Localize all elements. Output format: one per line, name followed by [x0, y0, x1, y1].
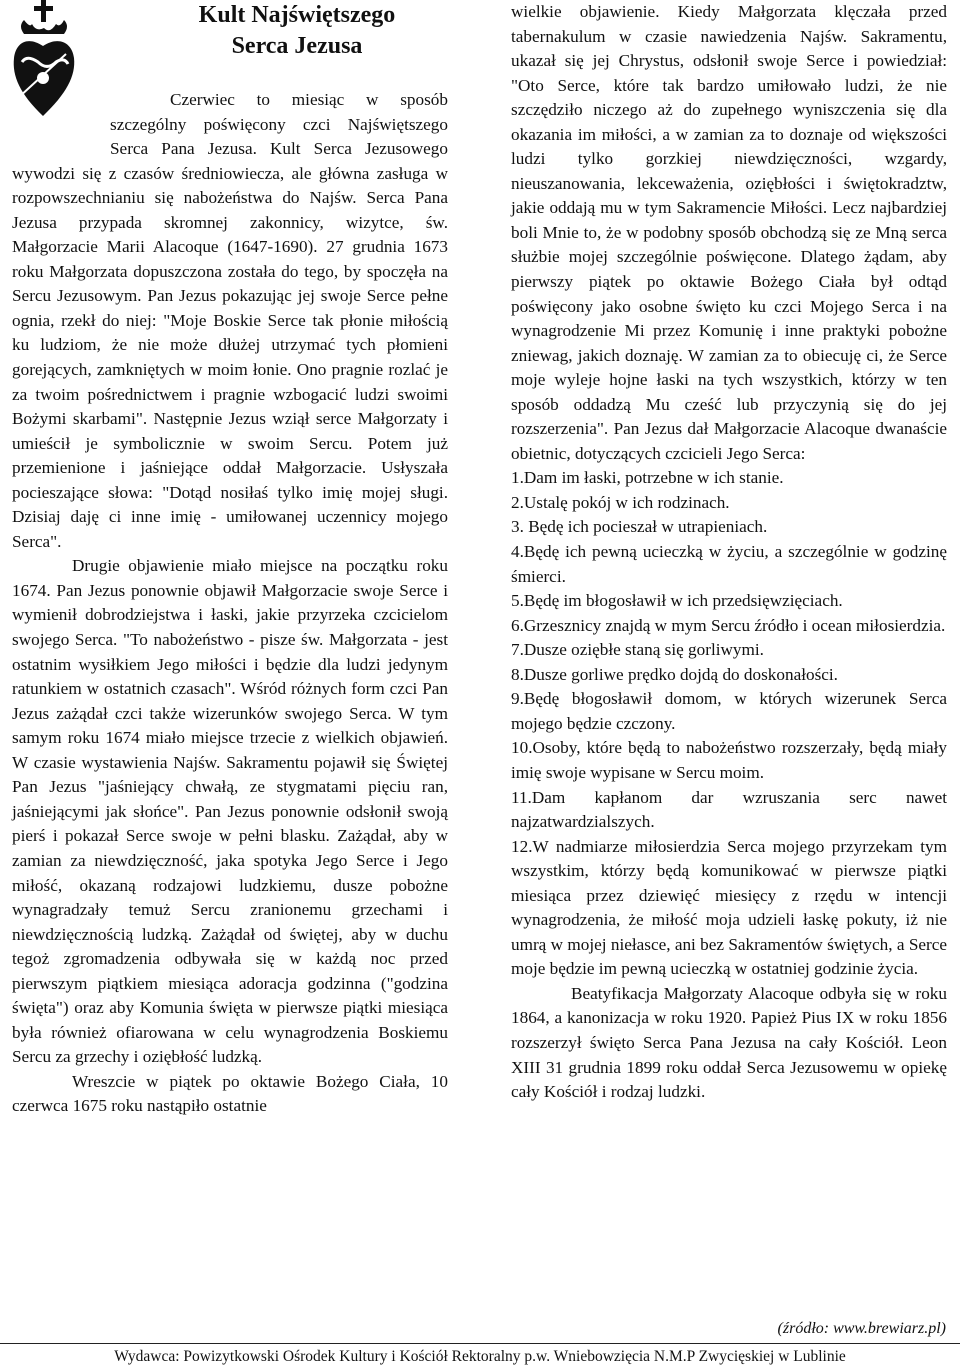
left-paragraph-1: Czerwiec to miesiąc w sposób szczególny poświęcony czci Najświętszego Serca Pana Jezusa. Kult Serca Jezusowego wywodzi się z czasów średniowiecza, ale główna zasługa w rozpowszechnianiu się nabożeństwa do Najśw. Serca Pana Jezusa przypada skromnej zakonnicy, wizytce, św. Małgorzacie Marii Alacoque (1647-1690). 27 grudnia 1673 roku Małgorzata dopuszczona została do tego, by spoczęła na Sercu Jezusowym. Pan Jezus pokazując jej swoje Serce pełne ognia, rzekł do niej: "Moje Boskie Serce tak płonie miłością ku ludziom, że nie może dłużej utrzymać tych płomieni gorejących, zamkniętych w moim łonie. Ono pragnie rozlać je za twoim pośrednictwem i pragnie wzbogacić ludzi swoimi Bożymi skarbami". Następnie Jezus wziął serce Małgorzaty i umieścił je symbolicznie w swoim Sercu. Potem już przemienione i jaśniejące oddał Małgorzacie. Usłyszała pocieszające słowa: "Dotąd nosiłaś tylko imię mojej sługi. Dzisiaj daję ci inne imię - umiłowanej uczennicy mojego Serca". [12, 90, 448, 551]
list-item: 5.Będę im błogosławił w ich przedsięwzięciach. [511, 591, 843, 611]
publisher-footer: Wydawca: Powizytkowski Ośrodek Kultury i Kościół Rektoralny p.w. Wniebowzięcia N.M.P Zwycięskiej w Lublinie [114, 1348, 846, 1365]
header [12, 0, 448, 88]
right-column [511, 0, 947, 1105]
list-item: 8.Dusze gorliwe prędko dojdą do doskonałości. [511, 664, 838, 684]
list-item: 2.Ustalę pokój w ich rodzinach. [511, 492, 730, 512]
right-paragraph-1: wielkie objawienie. Kiedy Małgorzata klęczała przed tabernakulum w czasie nawiedzenia Najśw. Sakramentu, ukazał się jej Chrystus, odsłonił swoje Serce i powiedział: "Oto Serce, które tak bardzo umiłowało ludzi, że nie szczędziło niczego aż do zupełnego wyniszczenia się dla okazania im miłości, a w zamian za to doznaje od większości ludzi tylko gorzkiej niewdzięczności, wzgardy, nieuszanowania, lekceważenia, oziębłości i świętokradztw, jakie oddają mu w tym Sakramencie Miłości. Lecz najbardziej boli Mnie to, że w podobny sposób obchodzą się ze Mną serca służbie mojej szczególnie poświęcone. Dlatego żądam, aby pierwszy piątek po oktawie Bożego Ciała był odtąd poświęcony jako osobne święto ku czci Mojego Serca i na wynagrodzenie Mi przez Komunię i inne praktyki pobożne zniewag, jakich doznaję. W zamian za to obiecuję ci, że Serce moje wyleje hojne łaski na tych wszystkich, którzy w ten sposób oddadzą Mu cześć lub przyczynią się do jej rozszerzenia". Pan Jezus dał Małgorzacie Alacoque dwanaście obietnic, dotyczących czcicieli Jego Serca: [511, 2, 947, 463]
sacred-heart-icon [10, 0, 80, 122]
source-note: (źródło: www.brewiarz.pl) [777, 1320, 946, 1337]
list-item: 12.W nadmiarze miłosierdzia Serca mojego przyrzekam tym wszystkim, którzy będą komunikować w pierwsze piątki miesiąca przez dziewięć miesięcy z rzędu w intencji wynagrodzenia, że miłość moja udzieli łaskę pokuty, iż nie umrą w mojej niełasce, ani bez Sakramentów świętych, a Serce moje będzie im pewną ucieczką w ostatniej godzinie życia. [511, 836, 947, 979]
left-paragraph-2: Drugie objawienie miało miejsce na początku roku 1674. Pan Jezus ponownie objawił Małgorzacie swoje Serce i wymienił dobrodziejstwa i łaski, jakie przyrzeka czcicielom swojego Serca. "To nabożeństwo - pisze św. Małgorzata - jest ostatnim wysiłkiem Jego miłości i będzie dla ludzi jedynym ratunkiem w ostatnich czasach". Wśród różnych form czci Pan Jezus zażądał czci także wizerunków swojego Serca. W tym samym roku 1674 miało miejsce trzecie z wielkich objawień. W czasie wystawienia Najśw. Sakramentu pojawił się Świętej Pan Jezus "jaśniejący chwałą, ze stygmatami pięciu ran, jaśniejącymi jak słońce". Pan Jezus ponownie odsłonił swoją pierś i pokazał Serce swoje w pełni blasku. Zażądał, aby w zamian za niewdzięczność, jaka spotyka Jego Serce i Jego miłość, okazaną rodzajowi ludzkiemu, dusze pobożne wynagradzały temuż Sercu zranionemu grzechami i niewdzięcznością ludzką. Zażądał od świętej, aby w duchu tegoż zgromadzenia odbywała się w każdą noc przed pierwszym piątkiem miesiąca adoracja godzinna ("godzina święta") oraz aby Komunia święta w pierwsze piątki miesiąca była również ofiarowana w celu wynagrodzenia Boskiemu Sercu za grzechy i oziębłość ludzką. [12, 556, 448, 1067]
promises-list [511, 466, 947, 981]
list-item: 4.Będę ich pewną ucieczką w życiu, a szczególnie w godzinę śmierci. [511, 542, 947, 586]
list-item: 7.Dusze oziębłe staną się gorliwymi. [511, 640, 764, 660]
right-paragraph-final: Beatyfikacja Małgorzaty Alacoque odbyła się w roku 1864, a kanonizacja w roku 1920. Papież Pius IX w roku 1856 rozszerzył święto Serca Pana Jezusa na cały Kościół. Leon XIII 31 grudnia 1899 roku oddał Serca Jezusowemu w opiekę cały Kościół i rodzaj ludzki. [511, 983, 947, 1102]
title-line-1: Kult Najświętszego [198, 2, 396, 28]
page-title [162, 0, 432, 62]
list-item: 9.Będę błogosławił domom, w których wizerunek Serca mojego będzie czczony. [511, 689, 947, 733]
left-paragraph-3: Wreszcie w piątek po oktawie Bożego Ciała, 10 czerwca 1675 roku nastąpiło ostatnie [12, 1071, 448, 1116]
list-item: 10.Osoby, które będą to nabożeństwo rozszerzały, będą miały imię swoje wypisane w Sercu moim. [511, 738, 947, 782]
list-item: 1.Dam im łaski, potrzebne w ich stanie. [511, 468, 784, 488]
list-item: 3. Będę ich pocieszał w utrapieniach. [511, 517, 768, 537]
left-column [12, 0, 448, 1119]
title-line-2: Serca Jezusa [231, 33, 363, 59]
list-item: 11.Dam kapłanom dar wzruszania serc nawet najzatwardzialszych. [511, 787, 947, 832]
list-item: 6.Grzesznicy znajdą w mym Sercu źródło i ocean miłosierdzia. [511, 615, 946, 635]
footer-divider [0, 1343, 960, 1344]
